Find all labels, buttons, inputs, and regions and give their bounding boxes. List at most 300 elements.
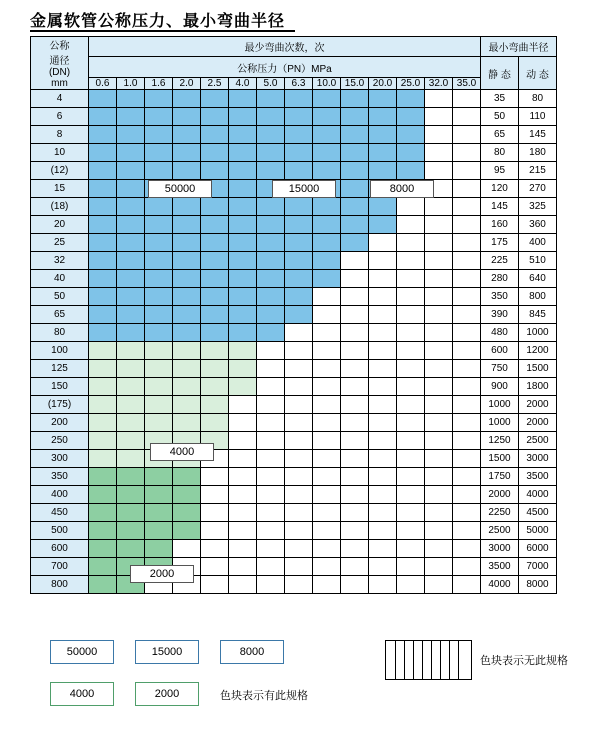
grid-cell [89,342,117,360]
grid-cell [201,504,229,522]
grid-cell [369,108,397,126]
grid-cell [257,414,285,432]
grid-cell [117,306,145,324]
radius-dynamic-value: 6000 [519,540,557,558]
grid-cell [145,342,173,360]
grid-cell [117,288,145,306]
radius-dynamic-value: 1800 [519,378,557,396]
radius-dynamic-value: 110 [519,108,557,126]
grid-cell [145,360,173,378]
grid-cell [257,108,285,126]
radius-dynamic-value: 2000 [519,396,557,414]
radius-static-value: 4000 [481,576,519,594]
grid-cell [145,198,173,216]
table-row [31,252,557,270]
pressure-col-header: 5.0 [257,78,285,90]
grid-cell [341,90,369,108]
grid-cell [397,306,425,324]
grid-cell [89,324,117,342]
radius-dynamic-value: 80 [519,90,557,108]
grid-cell [89,450,117,468]
radius-dynamic-value: 400 [519,234,557,252]
grid-cell [453,144,481,162]
header-bend-count: 最少弯曲次数，次 [89,37,481,57]
grid-cell [201,90,229,108]
grid-cell [257,558,285,576]
grid-cell [285,90,313,108]
grid-cell [117,396,145,414]
grid-cell [313,540,341,558]
legend-note-grid: 色块表示无此规格 [480,655,568,667]
radius-dynamic-value: 3500 [519,468,557,486]
grid-cell [397,198,425,216]
grid-cell [397,504,425,522]
legend-box-15000: 15000 [135,640,199,664]
dn-value: (18) [31,198,89,216]
pressure-col-header: 35.0 [453,78,481,90]
grid-cell [229,540,257,558]
dn-value: 150 [31,378,89,396]
grid-cell [425,396,453,414]
grid-cell [453,198,481,216]
dn-value: 700 [31,558,89,576]
grid-cell [117,342,145,360]
radius-static-value: 2250 [481,504,519,522]
grid-cell [285,108,313,126]
grid-cell [341,558,369,576]
grid-cell [89,198,117,216]
grid-cell [369,288,397,306]
grid-cell [201,108,229,126]
radius-static-value: 1250 [481,432,519,450]
grid-cell [257,450,285,468]
grid-cell [89,90,117,108]
legend-box-50000: 50000 [50,640,114,664]
grid-cell [369,414,397,432]
page-title: 金属软管公称压力、最小弯曲半径 [30,11,286,30]
grid-cell [285,306,313,324]
grid-cell [257,468,285,486]
legend-box-4000: 4000 [50,682,114,706]
grid-cell [145,270,173,288]
grid-cell [201,576,229,594]
grid-cell [229,216,257,234]
grid-cell [201,360,229,378]
grid-cell [341,450,369,468]
grid-cell [369,576,397,594]
grid-cell [453,414,481,432]
grid-cell [201,396,229,414]
radius-dynamic-value: 4000 [519,486,557,504]
dn-value: 300 [31,450,89,468]
grid-cell [229,450,257,468]
grid-cell [201,198,229,216]
grid-cell [397,360,425,378]
grid-cell [229,126,257,144]
grid-cell [117,126,145,144]
grid-cell [89,252,117,270]
dn-value: 450 [31,504,89,522]
grid-cell [313,360,341,378]
grid-cell [257,342,285,360]
grid-cell [369,234,397,252]
grid-cell [285,234,313,252]
table-row [31,90,557,108]
grid-cell [173,288,201,306]
grid-cell [117,504,145,522]
grid-cell [369,468,397,486]
grid-cell [341,342,369,360]
header-radius-static: 静 态 [481,57,519,90]
grid-cell [201,324,229,342]
grid-cell [117,270,145,288]
radius-dynamic-value: 145 [519,126,557,144]
grid-cell [201,216,229,234]
grid-cell [313,414,341,432]
table-row [31,342,557,360]
radius-static-value: 225 [481,252,519,270]
table-row [31,396,557,414]
grid-cell [117,540,145,558]
grid-cell [369,540,397,558]
grid-cell [341,198,369,216]
radius-static-value: 160 [481,216,519,234]
grid-cell [313,234,341,252]
dn-value: 32 [31,252,89,270]
grid-cell [145,414,173,432]
grid-cell [341,486,369,504]
grid-cell [201,522,229,540]
grid-cell [229,432,257,450]
grid-cell [285,288,313,306]
grid-cell [117,522,145,540]
grid-cell [341,144,369,162]
radius-dynamic-value: 4500 [519,504,557,522]
grid-cell [425,288,453,306]
grid-cell [229,558,257,576]
grid-cell [397,288,425,306]
grid-cell [341,522,369,540]
grid-cell [257,234,285,252]
grid-cell [145,144,173,162]
dn-value: 200 [31,414,89,432]
grid-cell [89,162,117,180]
grid-cell [145,522,173,540]
grid-cell [229,396,257,414]
grid-cell [369,324,397,342]
table-row [31,234,557,252]
grid-cell [369,432,397,450]
grid-cell [397,414,425,432]
grid-cell [453,450,481,468]
grid-cell [117,432,145,450]
grid-cell [145,396,173,414]
table-row [31,432,557,450]
grid-cell [229,234,257,252]
grid-cell [425,342,453,360]
dn-value: 40 [31,270,89,288]
radius-static-value: 175 [481,234,519,252]
grid-cell [397,540,425,558]
grid-cell [425,126,453,144]
grid-cell [369,90,397,108]
grid-cell [341,378,369,396]
grid-cell [145,108,173,126]
grid-cell [229,198,257,216]
grid-cell [117,144,145,162]
radius-dynamic-value: 325 [519,198,557,216]
grid-cell [369,558,397,576]
grid-cell [425,162,453,180]
dn-value: (175) [31,396,89,414]
grid-cell [397,216,425,234]
grid-cell [145,234,173,252]
grid-cell [285,540,313,558]
grid-cell [285,378,313,396]
grid-cell [397,234,425,252]
table-row [31,108,557,126]
grid-cell [89,468,117,486]
grid-cell [453,162,481,180]
table-row [31,504,557,522]
grid-cell [397,378,425,396]
grid-cell [397,108,425,126]
legend-box-8000: 8000 [220,640,284,664]
grid-cell [313,576,341,594]
grid-cell [397,162,425,180]
grid-cell [425,234,453,252]
dn-value: 50 [31,288,89,306]
grid-cell [369,342,397,360]
legend-box-2000: 2000 [135,682,199,706]
table-row [31,270,557,288]
grid-cell [89,396,117,414]
dn-value: 80 [31,324,89,342]
grid-cell [117,90,145,108]
header-dn-line-3: mm [51,78,68,89]
grid-cell [257,432,285,450]
grid-cell [257,360,285,378]
grid-cell [341,252,369,270]
radius-static-value: 1750 [481,468,519,486]
header-radius: 最小弯曲半径 [481,37,557,57]
grid-cell [341,432,369,450]
grid-cell [369,504,397,522]
pressure-col-header: 10.0 [313,78,341,90]
grid-cell [369,126,397,144]
grid-cell [425,504,453,522]
grid-cell [425,378,453,396]
grid-cell [89,180,117,198]
grid-cell [257,198,285,216]
grid-cell [173,342,201,360]
grid-cell [341,360,369,378]
grid-cell [453,342,481,360]
grid-cell [313,306,341,324]
grid-cell [145,216,173,234]
grid-cell [117,252,145,270]
grid-cell [117,324,145,342]
grid-cell [453,108,481,126]
grid-cell [285,396,313,414]
grid-cell [313,126,341,144]
grid-cell [453,216,481,234]
grid-cell [173,90,201,108]
grid-cell [89,234,117,252]
radius-static-value: 480 [481,324,519,342]
grid-cell [201,144,229,162]
dn-value: 20 [31,216,89,234]
grid-cell [397,144,425,162]
grid-cell [453,306,481,324]
grid-cell [201,270,229,288]
grid-cell [425,414,453,432]
grid-cell [369,306,397,324]
grid-cell [173,252,201,270]
grid-cell [229,468,257,486]
grid-cell [173,468,201,486]
radius-static-value: 50 [481,108,519,126]
dn-value: 500 [31,522,89,540]
grid-cell [285,360,313,378]
grid-cell [257,144,285,162]
grid-cell [425,576,453,594]
grid-cell [229,306,257,324]
table-row [31,522,557,540]
grid-cell [201,468,229,486]
grid-cell [285,558,313,576]
grid-cell [341,108,369,126]
grid-cell [173,486,201,504]
radius-static-value: 80 [481,144,519,162]
grid-cell [89,144,117,162]
grid-cell [369,162,397,180]
radius-static-value: 95 [481,162,519,180]
grid-cell [145,288,173,306]
grid-cell [89,270,117,288]
grid-cell [425,90,453,108]
radius-dynamic-value: 2000 [519,414,557,432]
grid-cell [313,288,341,306]
grid-cell [257,288,285,306]
grid-cell [369,252,397,270]
table-header [31,37,557,90]
header-dn [31,37,89,90]
grid-cell [173,540,201,558]
grid-cell [201,540,229,558]
grid-cell [89,126,117,144]
grid-cell [145,324,173,342]
grid-cell [425,450,453,468]
grid-cell [313,144,341,162]
grid-cell [229,486,257,504]
grid-cell [229,324,257,342]
table-row [31,126,557,144]
grid-cell [425,486,453,504]
dn-value: 125 [31,360,89,378]
grid-cell [369,144,397,162]
dn-value: 6 [31,108,89,126]
grid-cell [173,108,201,126]
grid-cell [425,198,453,216]
grid-cell [369,486,397,504]
grid-cell [425,324,453,342]
table-row [31,162,557,180]
grid-cell [313,396,341,414]
radius-static-value: 3000 [481,540,519,558]
grid-cell [229,378,257,396]
table-row [31,324,557,342]
grid-cell [453,432,481,450]
radius-static-value: 35 [481,90,519,108]
grid-cell [229,180,257,198]
radius-dynamic-value: 8000 [519,576,557,594]
grid-cell [117,180,145,198]
grid-cell [341,576,369,594]
grid-cell [257,540,285,558]
table-row [31,306,557,324]
grid-cell [229,414,257,432]
grid-cell [145,90,173,108]
grid-cell [369,450,397,468]
grid-cell [341,324,369,342]
grid-cell [453,270,481,288]
grid-cell [173,144,201,162]
grid-cell [425,144,453,162]
grid-cell [369,522,397,540]
grid-cell [453,504,481,522]
grid-cell [89,414,117,432]
dn-value: 25 [31,234,89,252]
grid-cell [453,234,481,252]
grid-cell [145,126,173,144]
grid-cell [285,126,313,144]
grid-cell [313,342,341,360]
header-radius-dynamic: 动 态 [519,57,557,90]
grid-cell [145,306,173,324]
grid-cell [425,108,453,126]
grid-cell [285,198,313,216]
radius-dynamic-value: 270 [519,180,557,198]
grid-cell [397,90,425,108]
grid-cell [229,90,257,108]
radius-dynamic-value: 845 [519,306,557,324]
table-row [31,414,557,432]
grid-cell [117,486,145,504]
grid-cell [201,252,229,270]
pressure-col-header: 2.0 [173,78,201,90]
grid-cell [397,558,425,576]
pressure-col-header: 2.5 [201,78,229,90]
grid-cell [145,378,173,396]
grid-cell [369,396,397,414]
radius-dynamic-value: 7000 [519,558,557,576]
grid-cell [229,162,257,180]
grid-cell [453,324,481,342]
radius-dynamic-value: 2500 [519,432,557,450]
grid-cell [341,414,369,432]
grid-cell [173,414,201,432]
grid-cell [285,576,313,594]
grid-cell [341,234,369,252]
grid-cell [229,522,257,540]
grid-cell [313,90,341,108]
grid-cell [313,324,341,342]
dn-value: 100 [31,342,89,360]
grid-cell [257,306,285,324]
radius-dynamic-value: 1000 [519,324,557,342]
grid-cell [341,306,369,324]
